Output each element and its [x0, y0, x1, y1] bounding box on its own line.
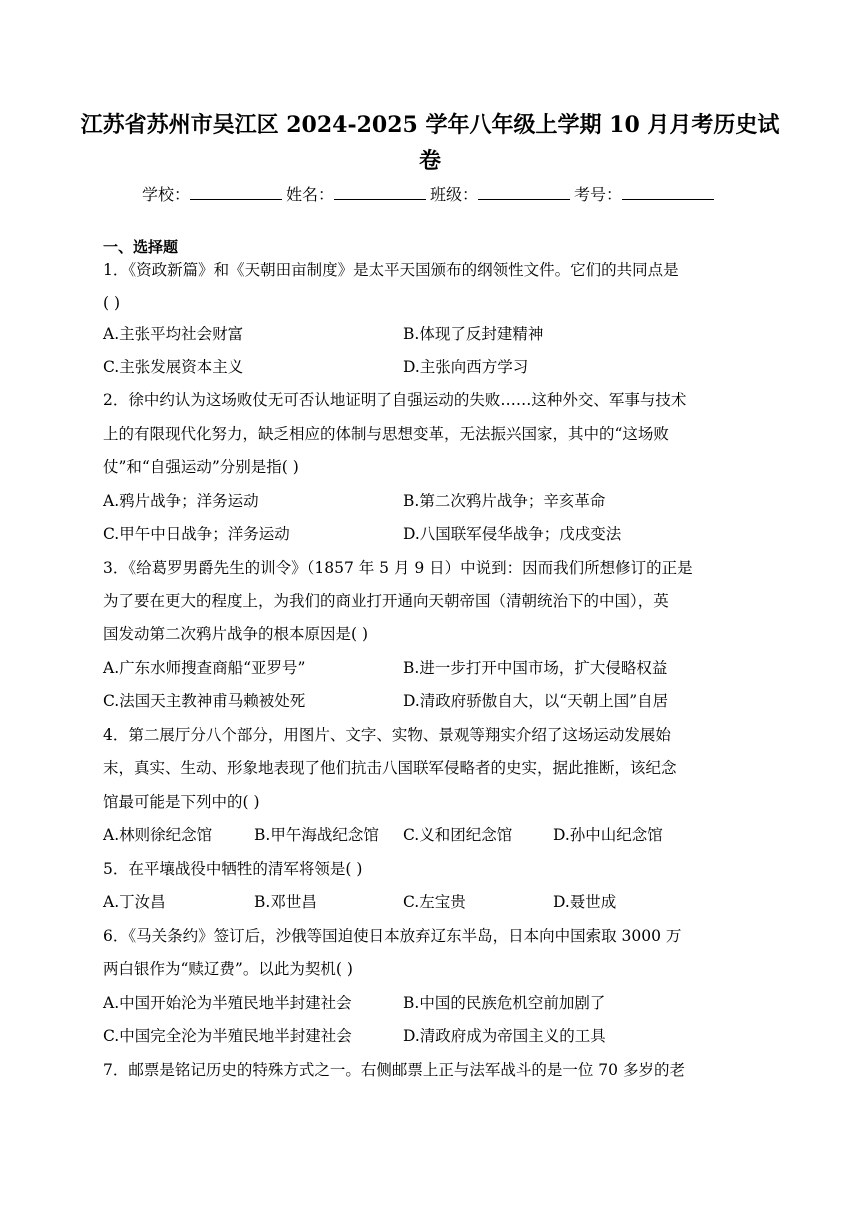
q5-option-b[interactable]: B.邓世昌 [254, 893, 317, 911]
class-field[interactable] [478, 185, 570, 200]
exam-title-line1: 江苏省苏州市吴江区 2024-2025 学年八年级上学期 10 月月考历史试 [80, 112, 780, 138]
q4-line2: 末，真实、生动、形象地表现了他们抗击八国联军侵略者的史实，据此推断，该纪念 [103, 759, 677, 777]
q1-option-c[interactable]: C.主张发展资本主义 [103, 358, 244, 376]
q6-line1: 6．《马关条约》签订后，沙俄等国迫使日本放弃辽东半岛，日本向中国索取 3000 万 [103, 927, 682, 945]
q2-option-b[interactable]: B.第二次鸦片战争；辛亥革命 [403, 492, 606, 510]
student-info-row [0, 182, 860, 208]
exam-title-line2: 卷 [418, 148, 441, 174]
q4-option-a[interactable]: A.林则徐纪念馆 [103, 826, 213, 844]
class-label: 班级： [430, 185, 479, 204]
name-label: 姓名： [285, 185, 334, 204]
section-title: 一、选择题 [103, 238, 179, 256]
q2-option-d[interactable]: D.八国联军侵华战争；戊戌变法 [403, 525, 622, 543]
q2-option-a[interactable]: A.鸦片战争；洋务运动 [103, 492, 259, 510]
q3-option-b[interactable]: B.进一步打开中国市场，扩大侵略权益 [403, 659, 668, 677]
q3-option-a[interactable]: A.广东水师搜查商船“亚罗号” [103, 659, 306, 677]
q5-option-d[interactable]: D.聂世成 [553, 893, 617, 911]
q7-line1: 7．邮票是铭记历史的特殊方式之一。右侧邮票上正与法军战斗的是一位 70 多岁的老 [103, 1061, 685, 1079]
q3-option-d[interactable]: D.清政府骄傲自大，以“天朝上国”自居 [403, 692, 669, 710]
q6-option-d[interactable]: D.清政府成为帝国主义的工具 [403, 1027, 606, 1045]
q5-option-c[interactable]: C.左宝贵 [403, 893, 466, 911]
q5-line1: 5．在平壤战役中牺牲的清军将领是( ) [103, 860, 363, 878]
q4-line3: 馆最可能是下列中的( ) [103, 793, 260, 811]
q3-line1: 3．《给葛罗男爵先生的训令》（1857 年 5 月 9 日）中说到：因而我们所想修订的正是 [103, 559, 693, 577]
q1-option-b[interactable]: B.体现了反封建精神 [403, 325, 544, 343]
q4-option-d[interactable]: D.孙中山纪念馆 [553, 826, 663, 844]
q3-option-c[interactable]: C.法国天主教神甫马赖被处死 [103, 692, 306, 710]
q3-line2: 为了要在更大的程度上，为我们的商业打开通向天朝帝国（清朝统治下的中国），英 [103, 592, 669, 610]
exam-no-label: 考号： [574, 185, 623, 204]
q1-option-d[interactable]: D.主张向西方学习 [403, 358, 529, 376]
q6-option-c[interactable]: C.中国完全沦为半殖民地半封建社会 [103, 1027, 352, 1045]
q6-option-a[interactable]: A.中国开始沦为半殖民地半封建社会 [103, 994, 352, 1012]
q6-line2: 两白银作为“赎辽费”。以此为契机( ) [103, 960, 353, 978]
exam-no-field[interactable] [622, 185, 714, 200]
q4-option-c[interactable]: C.义和团纪念馆 [403, 826, 513, 844]
q4-line1: 4．第二展厅分八个部分，用图片、文字、实物、景观等翔实介绍了这场运动发展始 [103, 726, 671, 744]
q3-line3: 国发动第二次鸦片战争的根本原因是( ) [103, 625, 369, 643]
school-label: 学校： [141, 185, 190, 204]
q6-option-b[interactable]: B.中国的民族危机空前加剧了 [403, 994, 606, 1012]
q2-line3: 仗”和“自强运动”分别是指( ) [103, 458, 299, 476]
q2-line2: 上的有限现代化努力，缺乏相应的体制与思想变革，无法振兴国家，其中的“这场败 [103, 425, 669, 443]
q5-option-a[interactable]: A.丁汝昌 [103, 893, 166, 911]
q2-line1: 2．徐中约认为这场败仗无可否认地证明了自强运动的失败……这种外交、军事与技术 [103, 391, 687, 409]
q4-option-b[interactable]: B.甲午海战纪念馆 [254, 826, 379, 844]
school-field[interactable] [190, 185, 282, 200]
q1-line1: 1．《资政新篇》和《天朝田亩制度》是太平天国颁布的纲领性文件。它们的共同点是 [103, 261, 679, 279]
q1-option-a[interactable]: A.主张平均社会财富 [103, 325, 244, 343]
q2-option-c[interactable]: C.甲午中日战争；洋务运动 [103, 525, 290, 543]
name-field[interactable] [334, 185, 426, 200]
q1-line2: ( ) [103, 294, 121, 312]
